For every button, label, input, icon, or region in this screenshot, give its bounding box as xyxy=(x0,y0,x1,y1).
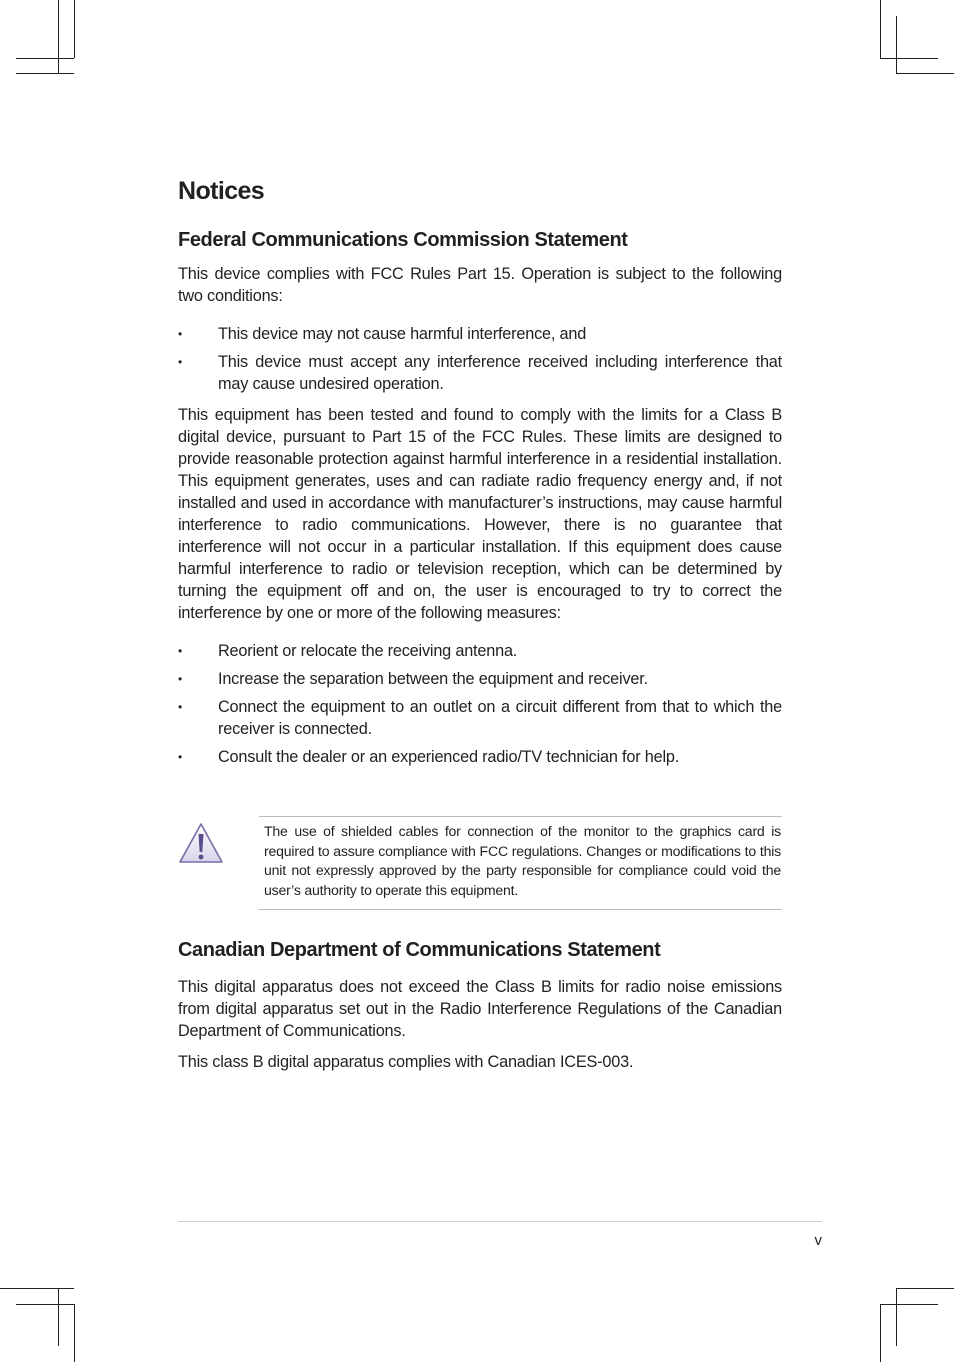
list-item xyxy=(178,323,782,345)
list-item-text: Increase the separation between the equipment and receiver. xyxy=(218,670,648,688)
list-item xyxy=(178,668,782,690)
bullet: • xyxy=(178,355,183,369)
caution-text: The use of shielded cables for connection of the monitor to the graphics card is required to assure compliance with FCC regulations. Changes or modifications to this unit not expressly approved by the party responsible for compliance could void the user’s authority to operate this equipment. xyxy=(264,823,781,898)
list-item xyxy=(178,640,782,662)
canada-para-1: This digital apparatus does not exceed the Class B limits for radio noise emissions from digital apparatus set out in the Radio Interference Regulations of the Canadian Department of Communications. xyxy=(178,978,782,1040)
fcc-conditions-list xyxy=(178,323,782,395)
page-title: Notices xyxy=(178,177,265,205)
list-item-text: Reorient or relocate the receiving antenna. xyxy=(218,642,518,660)
list-item xyxy=(178,746,782,768)
fcc-heading: Federal Communications Commission Statement xyxy=(178,229,628,251)
page-content xyxy=(178,176,782,768)
list-item-text: This device may not cause harmful interference, and xyxy=(218,325,587,343)
list-item-text: Consult the dealer or an experienced radio/TV technician for help. xyxy=(218,748,680,766)
bullet: • xyxy=(178,327,183,341)
bullet: • xyxy=(178,644,183,658)
bullet: • xyxy=(178,750,183,764)
list-item-text: This device must accept any interference received including interference that may cause undesired operation. xyxy=(218,353,782,393)
canada-section xyxy=(178,938,782,1073)
fcc-intro: This device complies with FCC Rules Part 15. Operation is subject to the following two conditions: xyxy=(178,265,782,305)
fcc-body: This equipment has been tested and found to comply with the limits for a Class B digital device, pursuant to Part 15 of the FCC Rules. These limits are designed to provide reasonable protection against harmful interference in a residential installation. This equipment generates, uses and can radiate radio frequency energy and, if not installed and used in accordance with manufacturer’s instructions, may cause harmful interference to radio communications. However, there is no guarantee that interference will not occur in a particular installation. If this equipment does cause harmful interference to radio or television reception, which can be determined by turning the equipment off and on, the user is encouraged to try to correct the interference by one or more of the following measures: xyxy=(178,406,782,622)
bullet: • xyxy=(178,700,183,714)
page-number: v xyxy=(814,1232,822,1249)
canada-heading: Canadian Department of Communications Statement xyxy=(178,939,661,961)
canada-para-2: This class B digital apparatus complies with Canadian ICES-003. xyxy=(178,1053,634,1071)
bullet: • xyxy=(178,672,183,686)
caution-note xyxy=(259,816,782,910)
fcc-measures-list xyxy=(178,640,782,768)
footer-rule xyxy=(178,1221,822,1222)
list-item-text: Connect the equipment to an outlet on a circuit different from that to which the receiver is connected. xyxy=(218,698,782,738)
list-item xyxy=(178,351,782,395)
warning-triangle-icon xyxy=(178,822,224,864)
list-item xyxy=(178,696,782,740)
